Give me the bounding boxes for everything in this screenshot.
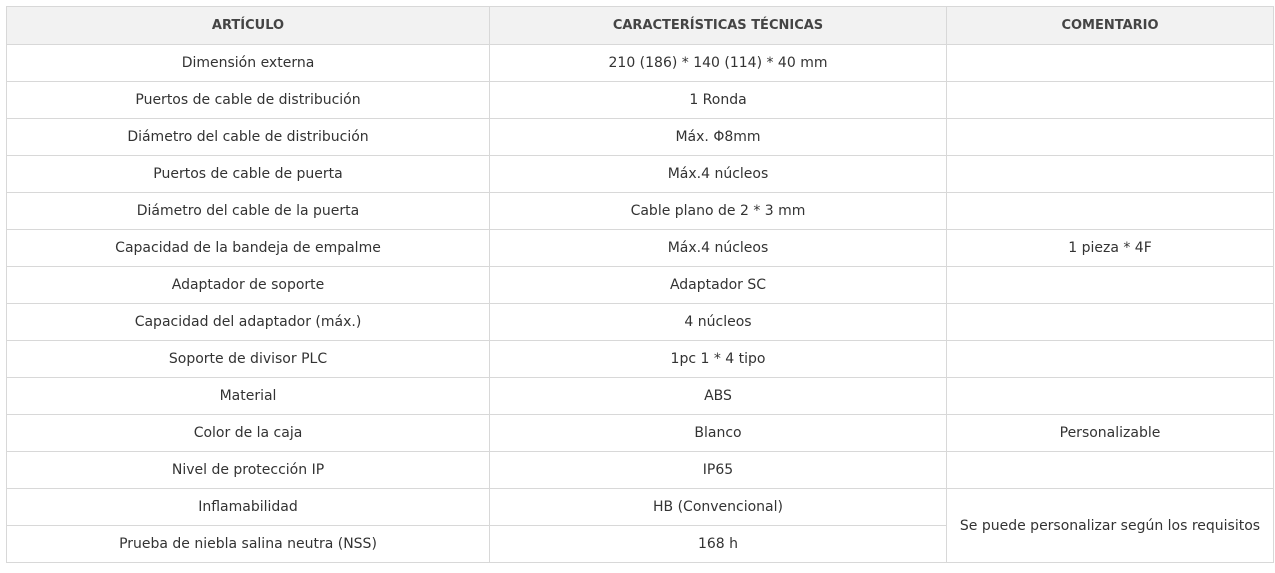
cell-item: Diámetro del cable de la puerta (7, 193, 490, 230)
cell-item: Material (7, 378, 490, 415)
table-row (7, 193, 1274, 230)
table-row (7, 45, 1274, 82)
cell-item: Capacidad del adaptador (máx.) (7, 304, 490, 341)
table-row (7, 378, 1274, 415)
cell-spec: 168 h (490, 526, 947, 563)
cell-item: Puertos de cable de puerta (7, 156, 490, 193)
column-header-comentario: COMENTARIO (947, 7, 1274, 45)
cell-spec: 4 núcleos (490, 304, 947, 341)
cell-item: Color de la caja (7, 415, 490, 452)
cell-spec: Máx.4 núcleos (490, 230, 947, 267)
cell-spec: IP65 (490, 452, 947, 489)
cell-comment (947, 45, 1274, 82)
table-row (7, 415, 1274, 452)
cell-comment (947, 82, 1274, 119)
cell-item: Adaptador de soporte (7, 267, 490, 304)
table-row (7, 119, 1274, 156)
cell-spec: 1 Ronda (490, 82, 947, 119)
table-row (7, 452, 1274, 489)
spec-table (6, 6, 1274, 563)
table-row (7, 304, 1274, 341)
cell-item: Puertos de cable de distribución (7, 82, 490, 119)
cell-comment (947, 341, 1274, 378)
cell-item: Diámetro del cable de distribución (7, 119, 490, 156)
cell-comment (947, 378, 1274, 415)
cell-comment (947, 156, 1274, 193)
cell-spec: 210 (186) * 140 (114) * 40 mm (490, 45, 947, 82)
cell-item: Soporte de divisor PLC (7, 341, 490, 378)
table-row (7, 267, 1274, 304)
cell-spec: Cable plano de 2 * 3 mm (490, 193, 947, 230)
cell-item: Capacidad de la bandeja de empalme (7, 230, 490, 267)
cell-item: Dimensión externa (7, 45, 490, 82)
cell-comment (947, 267, 1274, 304)
cell-item: Prueba de niebla salina neutra (NSS) (7, 526, 490, 563)
cell-spec: HB (Convencional) (490, 489, 947, 526)
table-row (7, 230, 1274, 267)
table-row (7, 489, 1274, 526)
cell-comment (947, 304, 1274, 341)
cell-comment (947, 452, 1274, 489)
cell-item: Nivel de protección IP (7, 452, 490, 489)
cell-comment (947, 193, 1274, 230)
cell-spec: 1pc 1 * 4 tipo (490, 341, 947, 378)
table-row (7, 82, 1274, 119)
table-row (7, 341, 1274, 378)
cell-comment: 1 pieza * 4F (947, 230, 1274, 267)
cell-comment-merged: Se puede personalizar según los requisitos (947, 489, 1274, 563)
table-row (7, 156, 1274, 193)
column-header-caracteristicas: CARACTERÍSTICAS TÉCNICAS (490, 7, 947, 45)
spec-table-container (6, 6, 1274, 563)
cell-spec: Máx. Φ8mm (490, 119, 947, 156)
column-header-articulo: ARTÍCULO (7, 7, 490, 45)
cell-spec: Blanco (490, 415, 947, 452)
cell-item: Inflamabilidad (7, 489, 490, 526)
cell-comment (947, 119, 1274, 156)
cell-spec: Adaptador SC (490, 267, 947, 304)
cell-spec: ABS (490, 378, 947, 415)
table-header-row (7, 7, 1274, 45)
cell-spec: Máx.4 núcleos (490, 156, 947, 193)
cell-comment: Personalizable (947, 415, 1274, 452)
